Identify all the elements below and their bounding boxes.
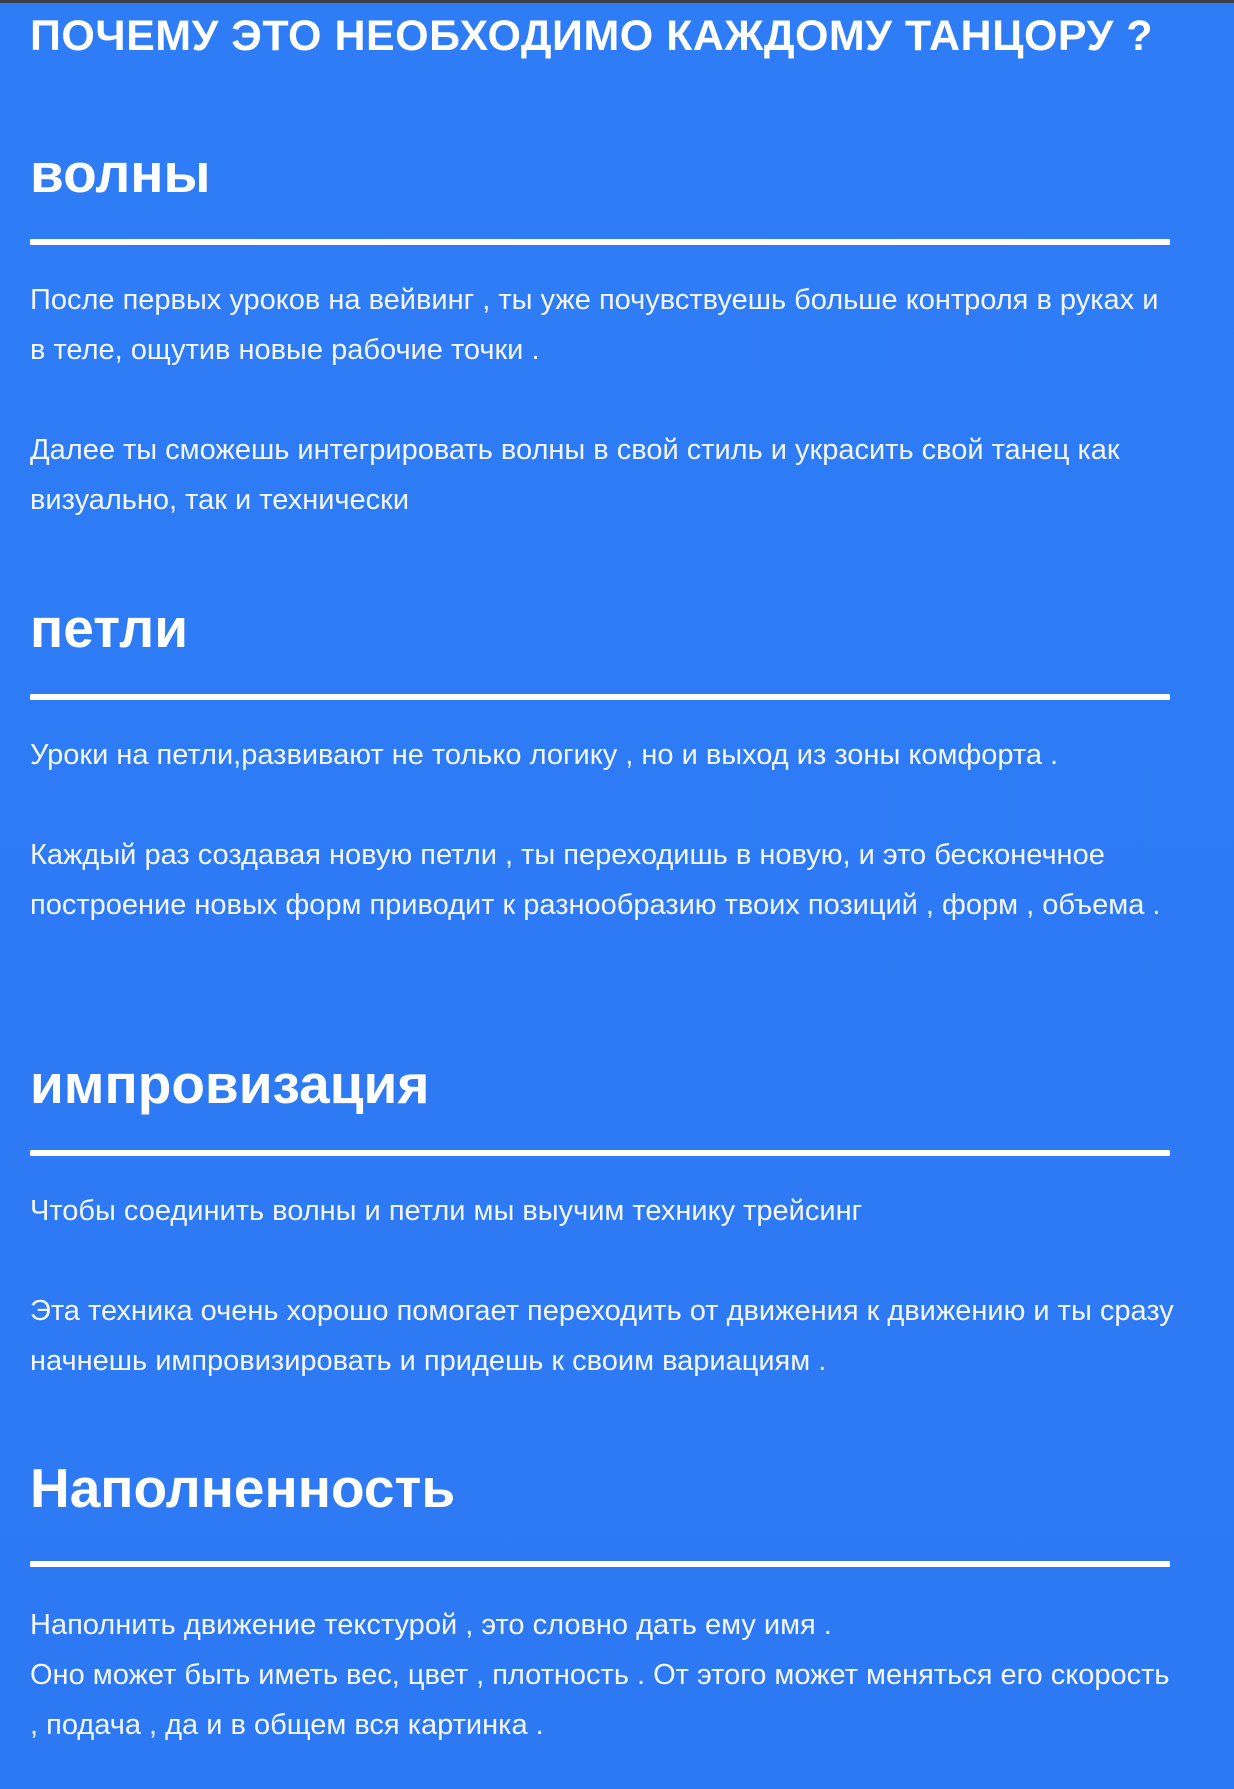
section-paragraph: Чтобы соединить волны и петли мы выучим технику трейсинг [30, 1195, 863, 1227]
content [30, 0, 1174, 1741]
section-heading: волны [30, 142, 211, 204]
section-improvisation [30, 1051, 1180, 1386]
section-body [30, 275, 1180, 525]
section-heading: Наполненность [30, 1457, 456, 1519]
section-paragraph: Наполнить движение текстурой , это словно дать ему имя . [30, 1609, 832, 1641]
section-loops [30, 595, 1180, 930]
section-paragraph: После первых уроков на вейвинг , ты уже почувствуешь больше контроля в руках и в теле, ощутив новые рабочие точки . [30, 284, 1159, 366]
section-paragraph: Каждый раз создавая новую петли , ты переходишь в новую, и это бесконечное построение новых форм приводит к разнообразию твоих позиций , форм , объема . [30, 839, 1161, 921]
section-paragraph: Эта техника очень хорошо помогает переходить от движения к движению и ты сразу начнешь импровизировать и придешь к своим вариациям . [30, 1295, 1174, 1377]
section-fullness [30, 1455, 1180, 1750]
section-waves [30, 140, 1180, 525]
section-paragraph: Уроки на петли,развивают не только логику , но и выход из зоны комфорта . [30, 739, 1059, 771]
page-title: ПОЧЕМУ ЭТО НЕОБХОДИМО КАЖДОМУ ТАНЦОРУ ? [30, 12, 1154, 60]
section-body [30, 730, 1180, 930]
section-heading: петли [30, 597, 189, 659]
section-paragraph: Оно может быть иметь вес, цвет , плотность . От этого может меняться его скорость , подача , да и в общем вся картинка . [30, 1659, 1170, 1741]
section-divider [30, 1561, 1170, 1567]
section-heading: импровизация [30, 1053, 430, 1115]
section-divider [30, 694, 1170, 700]
section-paragraph: Далее ты сможешь интегрировать волны в свой стиль и украсить свой танец как визуально, так и технически [30, 434, 1120, 516]
section-body [30, 1600, 1180, 1750]
section-divider [30, 239, 1170, 245]
section-divider [30, 1150, 1170, 1156]
section-body [30, 1186, 1180, 1386]
